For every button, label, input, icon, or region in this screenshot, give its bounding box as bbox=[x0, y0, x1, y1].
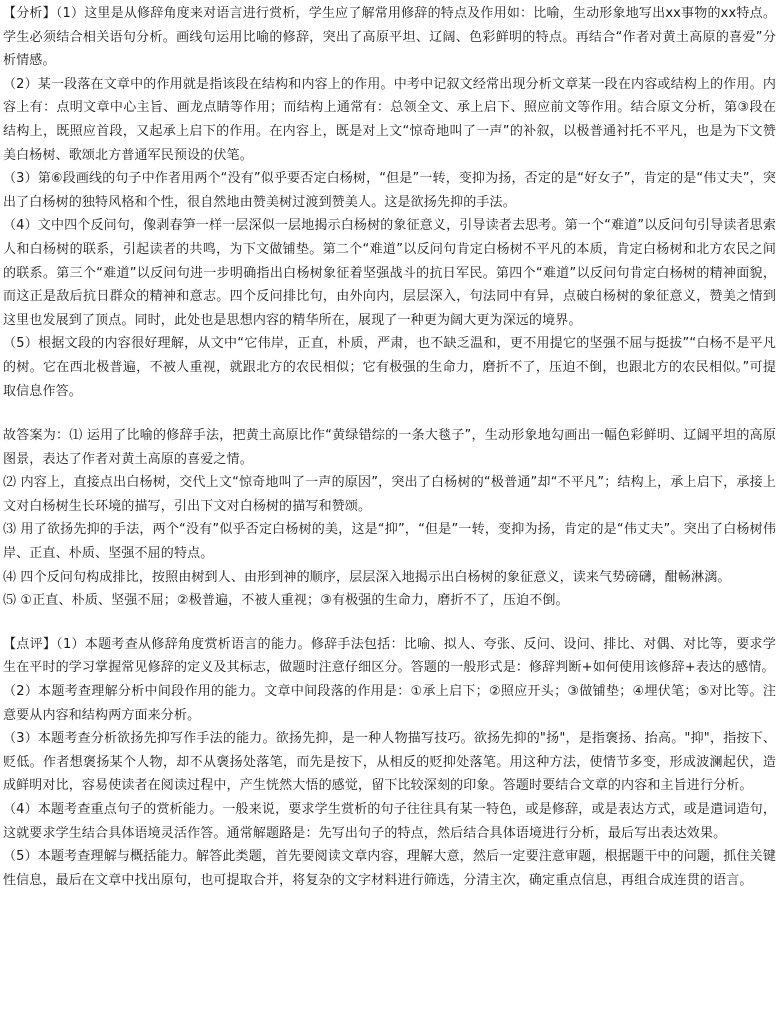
answer-paragraph: ⑶ 用了欲扬先抑的手法，两个“没有”似乎否定白杨树的美，这是“抑”，“但是”一转，变抑为扬，肯定的是“伟丈夫”。突出了白杨树伟岸、正直、朴质、坚强不屈的特点。 bbox=[3, 522, 776, 562]
answer-paragraph: 故答案为：⑴ 运用了比喻的修辞手法，把黄土高原比作“黄绿错综的一条大毯子”，生动形象地勾画出一幅色彩鲜明、辽阔平坦的高原图景，表达了作者对黄土高原的喜爱之情。 bbox=[3, 428, 776, 467]
analysis-paragraph: （4）文中四个反问句，像剥春笋一样一层深似一层地揭示白杨树的象征意义，引导读者去思考。第一个“难道”以反问句引导读者思索人和白杨树的联系，引起读者的共鸣，为下文做铺垫。第二个“难道”以反问句肯定白杨树不平凡的本质，肯定白杨树和北方农民之间的联系。第三个“难道”以反问句进一步明确指出白杨树象征着坚强战斗的抗日军民。第四个“难道”以反问句肯定白杨树的精神面貌，而这正是敌后抗日群众的精神和意志。四个反问排比句，由外向内，层层深入，句法同中有异，点破白杨树的象征意义，赞美之情到这里也发展到了顶点。同时，此处也是思想内容的精华所在，展现了一种更为阔大更为深远的境界。 bbox=[3, 218, 776, 328]
analysis-paragraph: （2）某一段落在文章中的作用就是指该段在结构和内容上的作用。中考中记叙文经常出现分析文章某一段在内容或结构上的作用。内容上有：点明文章中心主旨、画龙点睛等作用；而结构上通常有：总领全文、承上启下、照应前文等作用。结合原文分析，第③段在结构上，既照应首段，又起承上启下的作用。在内容上，既是对上文“惊奇地叫了一声”的补叙，以极普通衬托不平凡，也是为下文赞美白杨树、歌颂北方普通军民预设的伏笔。 bbox=[3, 76, 776, 163]
comment-paragraph: （2）本题考查理解分析中间段作用的能力。文章中间段落的作用是：①承上启下；②照应开头；③做铺垫；④埋伏笔；⑤对比等。注意要从内容和结构两方面来分析。 bbox=[3, 684, 776, 723]
answer-paragraph: ⑸ ①正直、朴质、坚强不屈；②极普遍，不被人重视；③有极强的生命力，磨折不了，压迫不倒。 bbox=[3, 593, 569, 609]
analysis-paragraph: （3）第⑥段画线的句子中作者用两个“没有”似乎要否定白杨树，“但是”一转，变抑为扬，否定的是“好女子”，肯定的是“伟丈夫”，突出了白杨树的独特风格和个性，很自然地由赞美树过渡到赞美人。这是欲扬先抑的手法。 bbox=[3, 171, 776, 210]
comment-paragraph: （4）本题考查重点句子的赏析能力。一般来说，要求学生赏析的句子往往具有某一特色，或是修辞，或是表达方式，或是遣词造句，这就要求学生结合具体语境灵活作答。通常解题路是：先写出句子的特点，然后结合具体语境进行分析，最后写出表达效果。 bbox=[3, 802, 776, 841]
analysis-section bbox=[3, 2, 776, 403]
section-spacer bbox=[3, 403, 776, 424]
comment-section bbox=[3, 633, 776, 893]
answer-paragraph: ⑵ 内容上，直接点出白杨树，交代上文“惊奇地叫了一声的原因”，突出了白杨树的“极普通”却“不平凡”；结构上，承上启下，承接上文对白杨树生长环境的描写，引出下文对白杨树的描写和赞颂。 bbox=[3, 475, 776, 514]
comment-paragraph: 【点评】（1）本题考查从修辞角度赏析语言的能力。修辞手法包括：比喻、拟人、夸张、反问、设问、排比、对偶、对比等，要求学生在平时的学习掌握常见修辞的定义及其标志，做题时注意仔细区分。答题的一般形式是：修辞判断+如何使用该修辞+表达的感情。 bbox=[3, 636, 776, 676]
answer-paragraph: ⑷ 四个反问句构成排比，按照由树到人、由形到神的顺序，层层深入地揭示出白杨树的象征意义，读来气势磅礴，酣畅淋漓。 bbox=[3, 569, 731, 585]
comment-paragraph: （3）本题考查分析欲扬先抑写作手法的能力。欲扬先抑，是一种人物描写技巧。欲扬先抑的"扬"，是指褒扬、抬高。"抑"，指按下、贬低。作者想褒扬某个人物，却不从褒扬处落笔，而先是按下，从相反的贬抑处落笔。用这种方法，使情节多变，形成波澜起伏，造成鲜明对比，容易使读者在阅读过程中，产生恍然大悟的感觉，留下比较深刻的印象。答题时要结合文章的内容和主旨进行分析。 bbox=[3, 731, 776, 794]
analysis-paragraph: 【分析】（1）这里是从修辞角度来对语言进行赏析，学生应了解常用修辞的特点及作用如：比喻，生动形象地写出xx事物的xx特点。学生必须结合相关语句分析。画线句运用比喻的修辞，突出了高原平坦、辽阔、色彩鲜明的特点。再结合“作者对黄土高原的喜爱”分析情感。 bbox=[3, 6, 776, 69]
comment-paragraph: （5）本题考查理解与概括能力。解答此类题，首先要阅读文章内容，理解大意，然后一定要注意审题，根据题干中的问题，抓住关键性信息，最后在文章中找出原句，也可提取合并，将复杂的文字材料进行筛选，分清主次，确定重点信息，再组合成连贯的语言。 bbox=[3, 849, 776, 888]
section-spacer bbox=[3, 613, 776, 633]
answer-section bbox=[3, 424, 776, 613]
analysis-paragraph: （5）根据文段的内容很好理解，从文中“它伟岸，正直，朴质，严肃，也不缺乏温和，更不用提它的坚强不屈与挺拔”“白杨不是平凡的树。它在西北极普遍，不被人重视，就跟北方的农民相似；它有极强的生命力，磨折不了，压迫不倒，也跟北方的农民相似。”可提取信息作答。 bbox=[3, 336, 776, 399]
